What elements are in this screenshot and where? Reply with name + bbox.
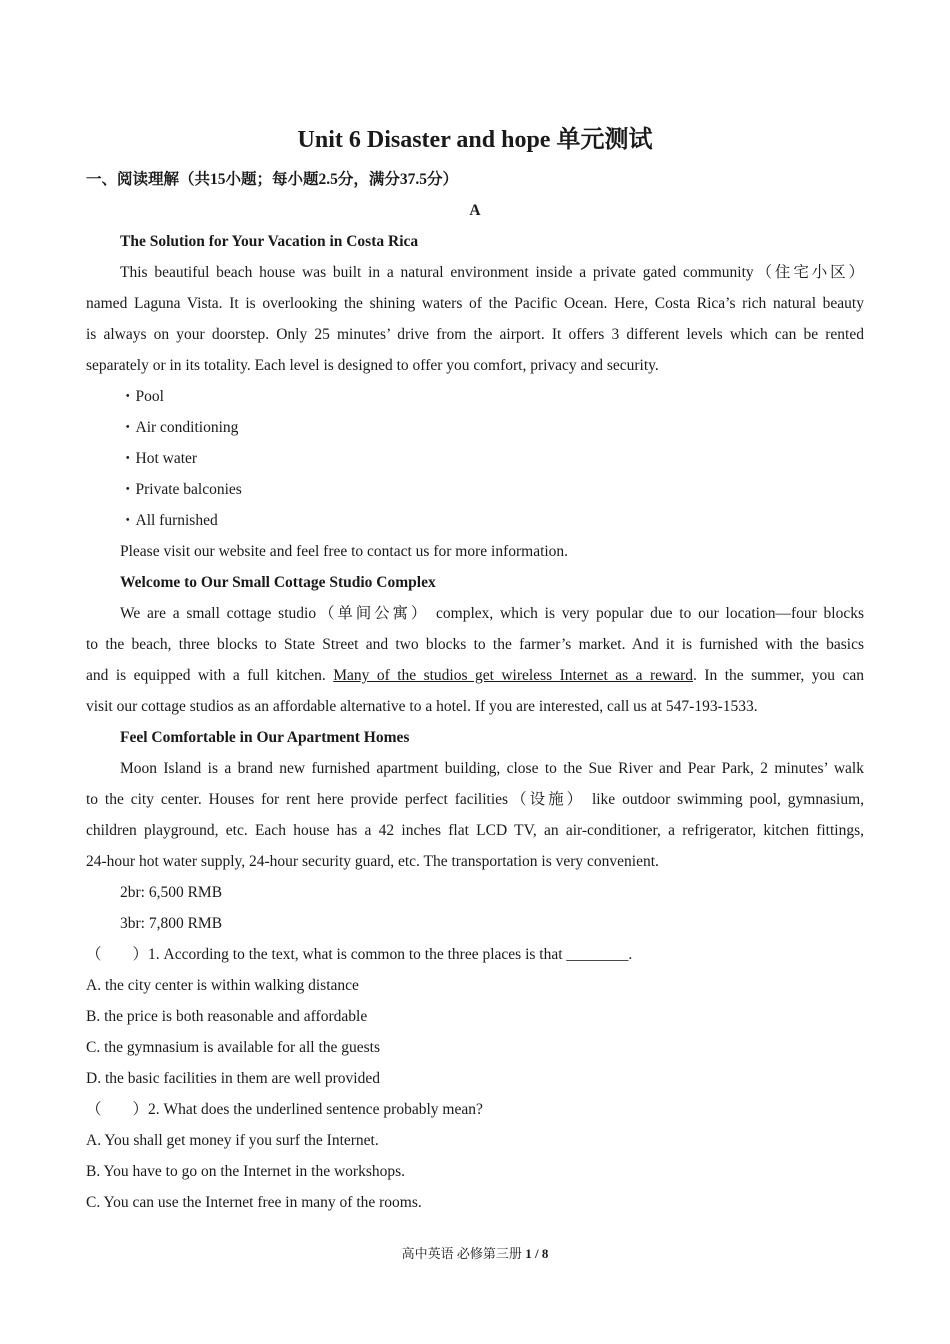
ad3-price-2br: 2br: 6,500 RMB [120,884,223,901]
ad1-bullet-all-furnished: ・All furnished [120,512,218,529]
question-2-option-c: C. You can use the Internet free in many of the rooms. [86,1194,422,1211]
question-2-option-a: A. You shall get money if you surf the Internet. [86,1132,379,1149]
question-1-option-b: B. the price is both reasonable and affordable [86,1008,368,1025]
ad1-closing: Please visit our website and feel free to contact us for more information. [120,543,569,560]
ad3-price-3br: 3br: 7,800 RMB [120,915,223,932]
underlined-sentence: Many of the studios get wireless Internet as a reward [333,667,694,684]
ad1-bullet-air-conditioning: ・Air conditioning [120,419,239,436]
ad1-bullet-pool: ・Pool [120,388,164,405]
question-2-option-b: B. You have to go on the Internet in the workshops. [86,1163,406,1180]
page-footer [0,1244,950,1264]
ad3-paragraph-line: to the city center. Houses for rent here provide perfect facilities（设施） like outdoor swimming pool, gymnasium, [86,791,864,808]
ad2-paragraph-line: We are a small cottage studio（单间公寓） complex, which is very popular due to our location—four blocks [120,605,864,622]
ad1-paragraph-line: separately or in its totality. Each level is designed to offer you comfort, privacy and security. [86,357,659,374]
ad1-bullet-hot-water: ・Hot water [120,450,198,467]
footer-book-title: 高中英语 必修第三册 [401,1246,522,1261]
section-heading: 一、阅读理解（共15小题；每小题2.5分，满分37.5分） [86,171,459,188]
part-label: A [469,202,481,219]
ad2-paragraph-line [86,660,864,691]
ad2-line3-start: and is equipped with a full kitchen. [86,667,334,684]
page-title: Unit 6 Disaster and hope 单元测试 [297,127,653,153]
question-1-option-a: A. the city center is within walking distance [86,977,359,994]
ad2-line3-end: . In the summer, you can [693,667,864,684]
ad1-paragraph-line: named Laguna Vista. It is overlooking the shining waters of the Pacific Ocean. Here, Costa Rica’s rich natural beauty [86,295,864,312]
ad2-paragraph-line: visit our cottage studios as an affordable alternative to a hotel. If you are interested, call us at 547-193-1533. [86,698,758,715]
question-2-stem: （ ）2. What does the underlined sentence probably mean? [86,1101,483,1118]
ad2-paragraph-line: to the beach, three blocks to State Street and two blocks to the farmer’s market. And it is furnished with the basics [86,636,864,653]
ad1-paragraph-line: is always on your doorstep. Only 25 minutes’ drive from the airport. It offers 3 different levels which can be rented [86,326,864,343]
page-content [86,120,864,1218]
question-1-option-d: D. the basic facilities in them are well provided [86,1070,380,1087]
ad3-paragraph-line: children playground, etc. Each house has a 42 inches flat LCD TV, an air-conditioner, a refrigerator, kitchen fittings, [86,822,864,839]
page-number-total: 8 [541,1246,549,1261]
ad1-paragraph-line: This beautiful beach house was built in a natural environment inside a private gated community（住宅小区） [120,264,864,281]
ad1-bullet-private-balconies: ・Private balconies [120,481,242,498]
ad3-paragraph-line: Moon Island is a brand new furnished apartment building, close to the Sue River and Pear Park, 2 minutes’ walk [120,760,864,777]
ad3-heading: Feel Comfortable in Our Apartment Homes [120,729,410,746]
page-number-current: 1 [525,1246,532,1261]
question-1-stem: （ ）1. According to the text, what is common to the three places is that ________. [86,946,633,963]
ad2-heading: Welcome to Our Small Cottage Studio Complex [120,574,436,591]
question-1-option-c: C. the gymnasium is available for all the guests [86,1039,381,1056]
ad3-paragraph-line: 24-hour hot water supply, 24-hour security guard, etc. The transportation is very convenient. [86,853,659,870]
page-number-separator: / [534,1246,539,1261]
ad1-heading: The Solution for Your Vacation in Costa Rica [120,233,419,250]
